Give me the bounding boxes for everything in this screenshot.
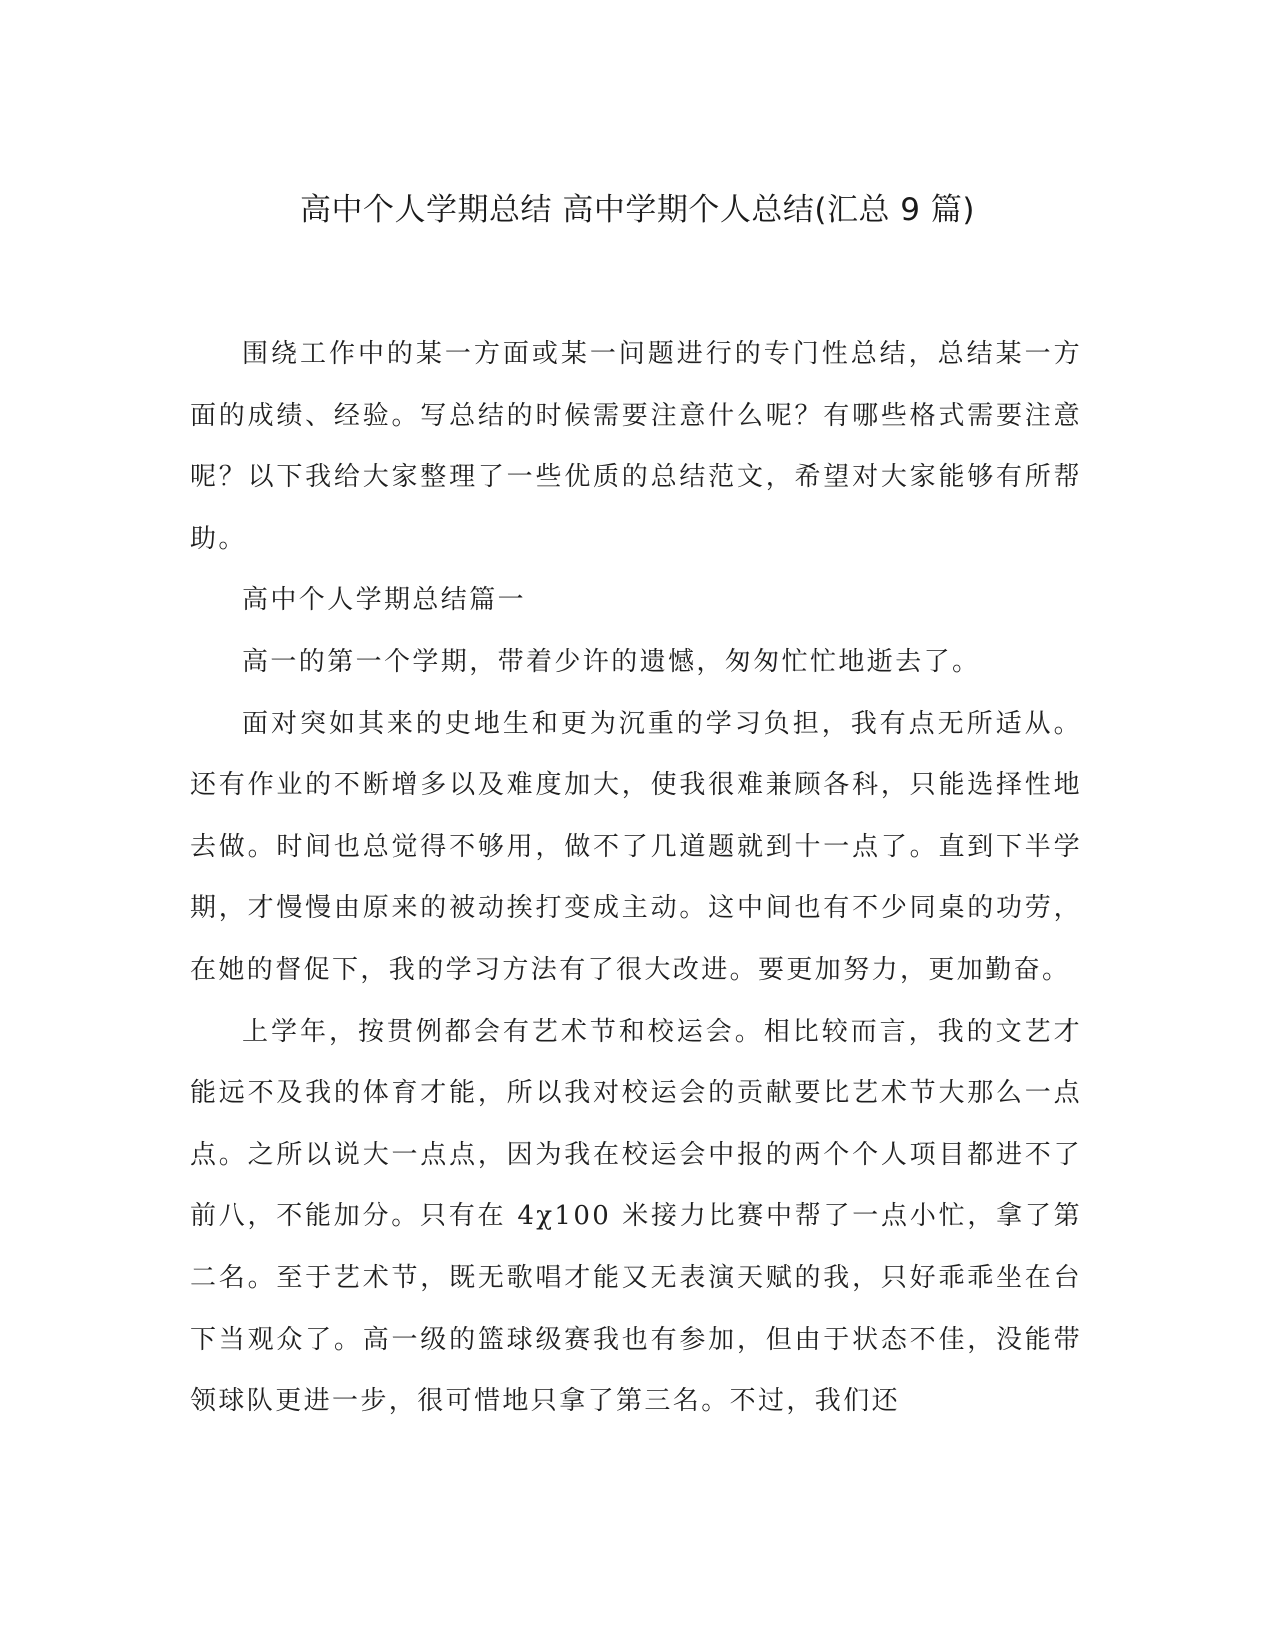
intro-paragraph: 围绕工作中的某一方面或某一问题进行的专门性总结，总结某一方面的成绩、经验。写总结的时候需要注意什么呢？有哪些格式需要注意呢？以下我给大家整理了一些优质的总结范文，希望对大家能够有所帮助。 [190,339,1082,554]
document-title: 高中个人学期总结 高中学期个人总结(汇总 9 篇) [300,192,975,228]
document-body [190,324,1082,1433]
section-heading: 高中个人学期总结篇一 [242,585,527,616]
body-paragraph: 高一的第一个学期，带着少许的遗憾，匆匆忙忙地逝去了。 [242,646,981,677]
body-paragraph: 上学年，按贯例都会有艺术节和校运会。相比较而言，我的文艺才能远不及我的体育才能，所以我对校运会的贡献要比艺术节大那么一点点。之所以说大一点点，因为我在校运会中报的两个个人项目都进不了前八，不能加分。只有在 4χ100 米接力比赛中帮了一点小忙，拿了第二名。至于艺术节，既无歌唱才能又无表演天赋的我，只好乖乖坐在台下当观众了。高一级的篮球级赛我也有参加，但由于状态不佳，没能带领球队更进一步，很可惜地只拿了第三名。不过，我们还 [190,1016,1082,1417]
body-paragraph: 面对突如其来的史地生和更为沉重的学习负担，我有点无所适从。还有作业的不断增多以及难度加大，使我很难兼顾各科，只能选择性地去做。时间也总觉得不够用，做不了几道题就到十一点了。直到下半学期，才慢慢由原来的被动挨打变成主动。这中间也有不少同桌的功劳，在她的督促下，我的学习方法有了很大改进。要更加努力，更加勤奋。 [190,708,1082,985]
